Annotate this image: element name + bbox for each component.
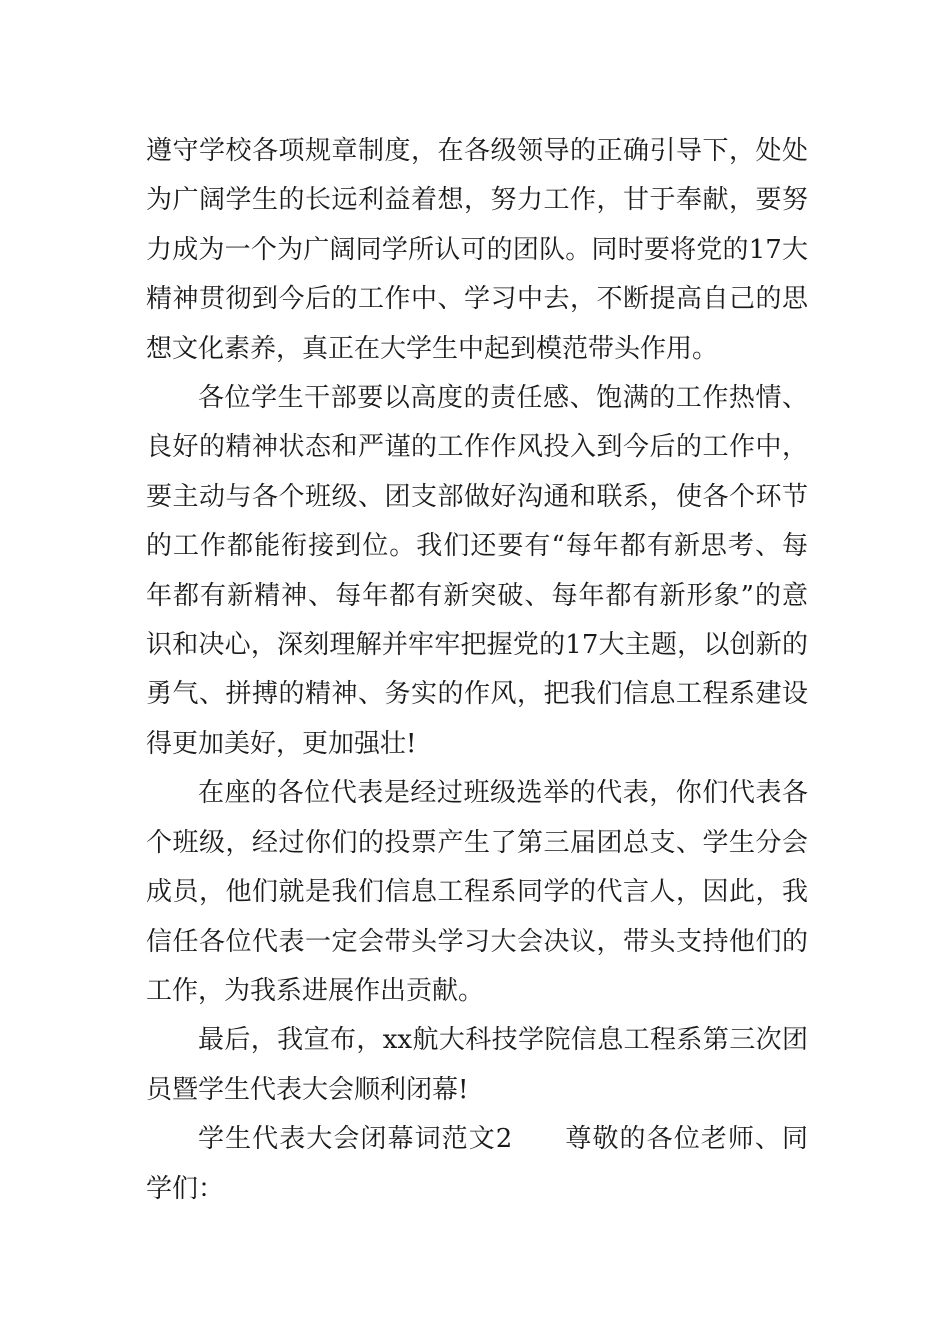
section-greeting: 尊敬的各位老师、同学们： (146, 1124, 808, 1204)
paragraph-representatives: 在座的各位代表是经过班级选举的代表，你们代表各个班级，经过你们的投票产生了第三届团总支、学生分会成员，他们就是我们信息工程系同学的代言人，因此，我信任各位代表一定会带头学习大会决议，带头支持他们的工作，为我系进展作出贡献。 (146, 778, 808, 1006)
section-title: 学生代表大会闭幕词范文2 (198, 1124, 513, 1155)
section-heading-line (146, 1115, 808, 1214)
paragraph-closing-announcement: 最后，我宣布，xx航大科技学院信息工程系第三次团员暨学生代表大会顺利闭幕! (146, 1025, 808, 1105)
paragraph-student-cadres: 各位学生干部要以高度的责任感、饱满的工作热情、良好的精神状态和严谨的工作作风投入到今后的工作中，要主动与各个班级、团支部做好沟通和联系，使各个环节的工作都能衔接到位。我们还要有“每年都有新思考、每年都有新精神、每年都有新突破、每年都有新形象”的意识和决心，深刻理解并牢牢把握党的17大主题，以创新的勇气、拼搏的精神、务实的作风，把我们信息工程系建设得更加美好，更加强壮! (146, 383, 808, 759)
document-body (146, 127, 808, 1214)
paragraph-continuation: 遵守学校各项规章制度，在各级领导的正确引导下，处处为广阔学生的长远利益着想，努力工作，甘于奉献，要努力成为一个为广阔同学所认可的团队。同时要将党的17大精神贯彻到今后的工作中、学习中去，不断提高自己的思想文化素养，真正在大学生中起到模范带头作用。 (146, 136, 808, 364)
